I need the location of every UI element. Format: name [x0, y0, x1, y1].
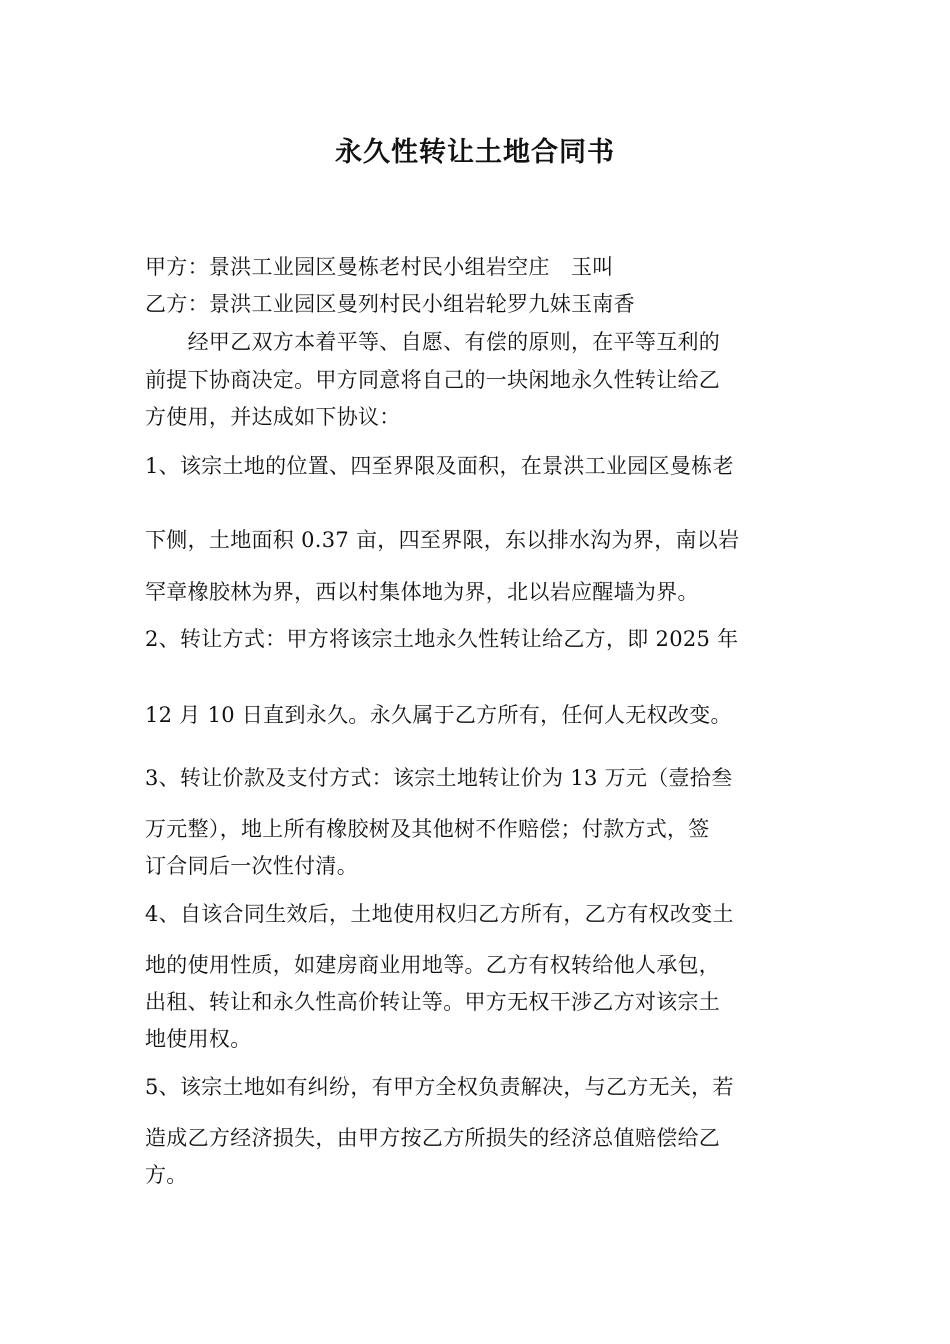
clause-1-line: 罕章橡胶林为界，西以村集体地为界，北以岩应醒墙为界。	[145, 580, 699, 604]
clause-4-line: 出租、转让和永久性高价转让等。甲方无权干涉乙方对该宗土	[145, 990, 721, 1014]
intro-line: 方使用，并达成如下协议：	[145, 405, 401, 429]
clause-4-line: 地使用权。	[145, 1027, 252, 1051]
clause-5-line: 方。	[145, 1163, 188, 1187]
party-b-line: 乙方：景洪工业园区曼列村民小组岩轮罗九妹玉南香	[145, 292, 635, 316]
party-a-line: 甲方：景洪工业园区曼栋老村民小组岩空庄 玉叫	[145, 255, 614, 279]
document-title: 永久性转让土地合同书	[335, 137, 615, 168]
clause-1-line: 1、该宗土地的位置、四至界限及面积，在景洪工业园区曼栋老	[145, 454, 734, 478]
clause-2-line: 12 月 10 日直到永久。永久属于乙方所有，任何人无权改变。	[145, 703, 732, 727]
intro-line: 经甲乙双方本着平等、自愿、有偿的原则，在平等互利的	[145, 330, 721, 354]
clause-2-line: 2、转让方式：甲方将该宗土地永久性转让给乙方，即 2025 年	[145, 627, 739, 651]
clause-4-line: 4、自该合同生效后，土地使用权归乙方所有，乙方有权改变土	[145, 902, 734, 926]
clause-4-line: 地的使用性质，如建房商业用地等。乙方有权转给他人承包，	[145, 953, 721, 977]
clause-3-line: 3、转让价款及支付方式：该宗土地转让价为 13 万元（壹拾叁	[145, 766, 733, 790]
clause-3-line: 万元整），地上所有橡胶树及其他树不作赔偿；付款方式，签	[145, 817, 710, 841]
clause-1-line: 下侧，土地面积 0.37 亩，四至界限，东以排水沟为界，南以岩	[145, 528, 740, 552]
clause-3-line: 订合同后一次性付清。	[145, 854, 358, 878]
intro-line: 前提下协商决定。甲方同意将自己的一块闲地永久性转让给乙	[145, 368, 721, 392]
clause-5-line: 造成乙方经济损失，由甲方按乙方所损失的经济总值赔偿给乙	[145, 1126, 721, 1150]
clause-5-line: 5、该宗土地如有纠纷，有甲方全权负责解决，与乙方无关，若	[145, 1075, 734, 1099]
